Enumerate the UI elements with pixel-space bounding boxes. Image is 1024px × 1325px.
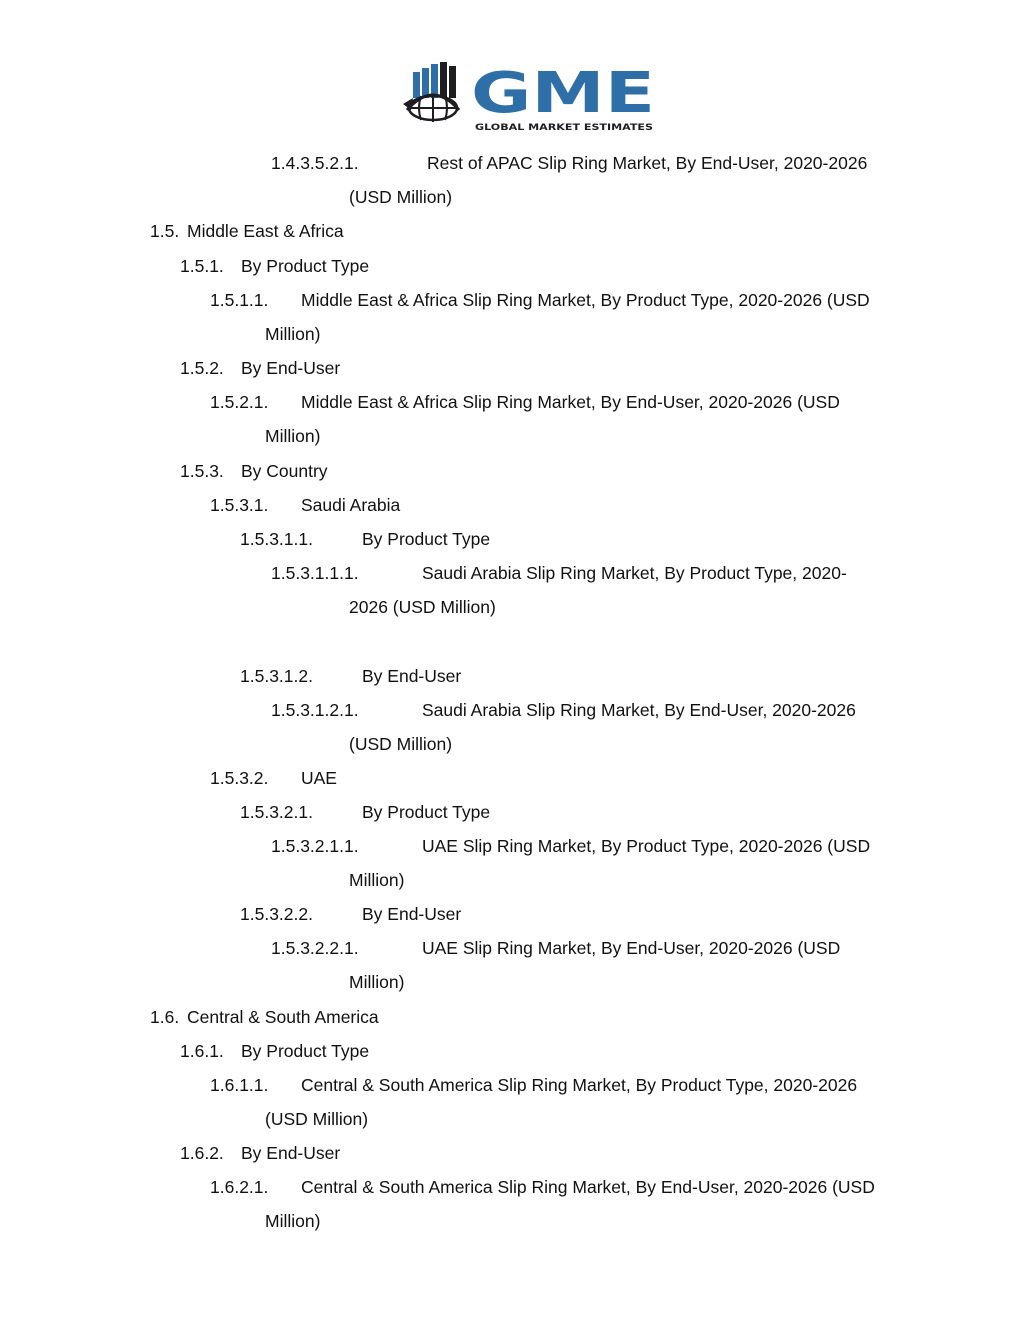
toc-text: By End-User <box>241 1143 341 1163</box>
toc-text: By Product Type <box>241 1041 370 1061</box>
toc-text: Central & South America Slip Ring Market, By Product Type, 2020-2026 <box>301 1075 858 1095</box>
logo-wordmark: GME <box>471 61 655 126</box>
toc-number: 1.6.1.1. <box>210 1075 269 1095</box>
toc-continuation: 2026 (USD Million) <box>349 597 496 617</box>
toc-number: 1.5.3.2.1.1. <box>271 836 359 856</box>
toc-number: 1.6. <box>150 1007 180 1027</box>
toc-text: Rest of APAC Slip Ring Market, By End-User, 2020-2026 <box>427 153 868 173</box>
toc-number: 1.5.3.2.2.1. <box>271 938 359 958</box>
toc-continuation: (USD Million) <box>265 1109 369 1129</box>
toc-text: By Product Type <box>241 256 370 276</box>
toc-number: 1.5.3.2.2. <box>240 904 313 924</box>
toc-text: By End-User <box>241 358 341 378</box>
toc-continuation: Million) <box>265 426 321 446</box>
toc-text: By End-User <box>362 904 462 924</box>
toc-number: 1.5.1. <box>180 256 224 276</box>
toc-continuation: (USD Million) <box>349 734 453 754</box>
toc-continuation: (USD Million) <box>349 187 453 207</box>
toc-number: 1.4.3.5.2.1. <box>271 153 359 173</box>
toc-text: Central & South America Slip Ring Market, By End-User, 2020-2026 (USD <box>301 1177 875 1197</box>
globe-icon <box>403 62 459 122</box>
toc-continuation: Million) <box>265 1211 321 1231</box>
toc-number: 1.6.2.1. <box>210 1177 269 1197</box>
toc-text: Saudi Arabia <box>301 495 401 515</box>
toc-number: 1.5.3. <box>180 461 224 481</box>
logo-subtext: GLOBAL MARKET ESTIMATES <box>475 123 653 132</box>
toc-text: UAE Slip Ring Market, By End-User, 2020-2026 (USD <box>422 938 841 958</box>
gme-logo <box>403 60 657 132</box>
toc-text: By End-User <box>362 666 462 686</box>
toc-continuation: Million) <box>349 870 405 890</box>
toc-text: By Product Type <box>362 529 491 549</box>
toc-number: 1.5.3.1.2. <box>240 666 313 686</box>
toc-number: 1.5.2.1. <box>210 392 269 412</box>
toc-text: Central & South America <box>187 1007 379 1027</box>
toc-number: 1.5.1.1. <box>210 290 269 310</box>
toc-number: 1.5.3.2.1. <box>240 802 313 822</box>
toc-text: UAE Slip Ring Market, By Product Type, 2020-2026 (USD <box>422 836 871 856</box>
toc-number: 1.5.3.1.2.1. <box>271 700 359 720</box>
toc-number: 1.6.2. <box>180 1143 224 1163</box>
toc-number: 1.5.3.1. <box>210 495 269 515</box>
toc-continuation: Million) <box>265 324 321 344</box>
toc-text: Middle East & Africa Slip Ring Market, By End-User, 2020-2026 (USD <box>301 392 840 412</box>
toc-text: Middle East & Africa <box>187 221 344 241</box>
toc-number: 1.5.3.2. <box>210 768 269 788</box>
toc-number: 1.5. <box>150 221 180 241</box>
toc-number: 1.6.1. <box>180 1041 224 1061</box>
toc-text: Saudi Arabia Slip Ring Market, By Product Type, 2020- <box>422 563 847 583</box>
toc-text: By Country <box>241 461 328 481</box>
toc-number: 1.5.2. <box>180 358 224 378</box>
toc-continuation: Million) <box>349 972 405 992</box>
toc-number: 1.5.3.1.1.1. <box>271 563 359 583</box>
toc-text: Middle East & Africa Slip Ring Market, By Product Type, 2020-2026 (USD <box>301 290 870 310</box>
toc-number: 1.5.3.1.1. <box>240 529 313 549</box>
toc-text: By Product Type <box>362 802 491 822</box>
toc-text: Saudi Arabia Slip Ring Market, By End-User, 2020-2026 <box>422 700 856 720</box>
toc-text: UAE <box>301 768 337 788</box>
